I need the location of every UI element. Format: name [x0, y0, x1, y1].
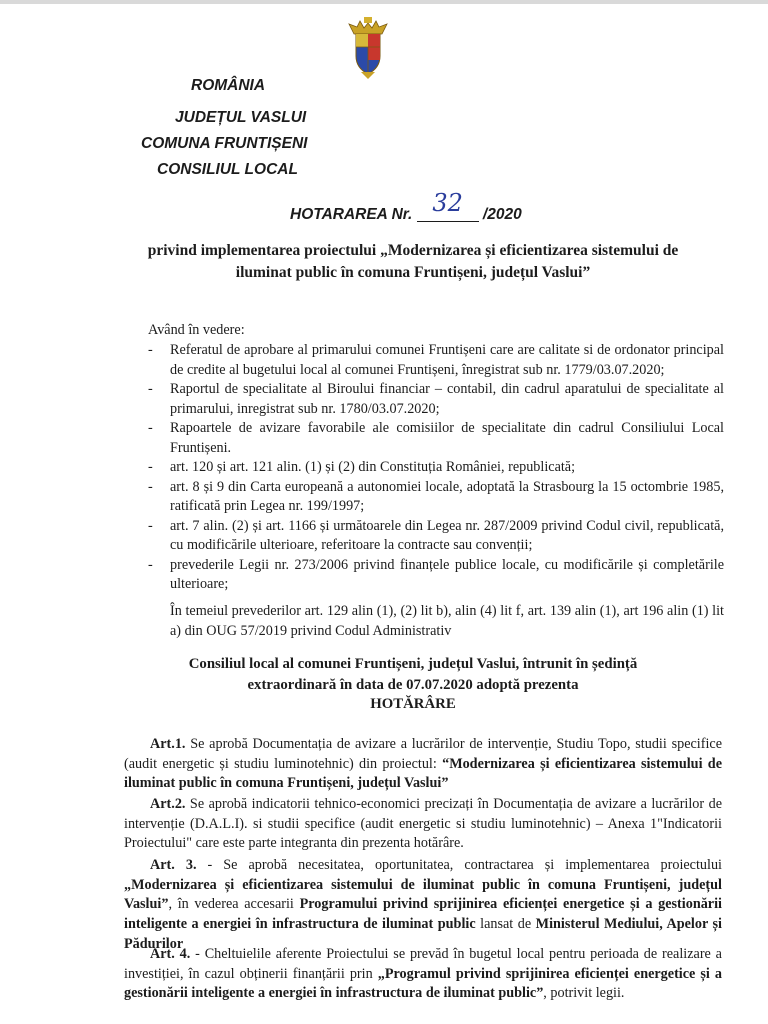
council-statement — [122, 654, 704, 695]
article-label: Art.1. — [150, 736, 186, 752]
header-council: CONSILIUL LOCAL — [157, 161, 298, 178]
header-commune: COMUNA FRUNTIȘENI — [141, 135, 308, 152]
decision-number-blank — [417, 189, 479, 222]
list-item: - art. 120 și art. 121 alin. (1) și (2) din Constituția României, republicată; — [148, 459, 576, 475]
list-item: - art. 8 și 9 din Carta europeană a autonomiei locale, adoptată la Strasbourg la 15 octombrie 1985, ratificată prin Legea nr. 199/1997; — [148, 478, 724, 514]
header-county: JUDEȚUL VASLUI — [175, 109, 307, 126]
council-line-1: Consiliul local al comunei Fruntișeni, județul Vaslui, întrunit în ședință — [188, 656, 638, 672]
list-item: - Raportul de specialitate al Biroului financiar – contabil, din cadrul aparatului de specialitate al primarului, inregistrat sub nr. 1780/03.07.2020; — [148, 381, 724, 417]
list-item: - Rapoartele de avizare favorabile ale comisiilor de specialitate din cadrul Consiliului Local Fruntișeni. — [148, 420, 724, 456]
decision-heading: HOTĂRÂRE — [370, 696, 456, 712]
article-4: Art. 4. - Cheltuielile aferente Proiectului se prevăd în bugetul local pentru perioada de realizare a investiției, în cazul obținerii finanțării prin „Programul privind sprijinirea eficienței energetice și a gestionării inteligente a energiei în infrastructura de iluminat public”, potrivit legii. — [124, 946, 722, 1002]
subject-line-1: privind implementarea proiectului „Modernizarea și eficientizarea sistemului de — [147, 242, 679, 259]
decision-year: /2020 — [482, 206, 522, 223]
decision-number-handwritten: 32 — [432, 189, 463, 217]
decision-title — [290, 189, 522, 224]
scan-top-edge — [0, 0, 768, 4]
header-country: ROMÂNIA — [191, 77, 266, 94]
article-label: Art. 4. — [150, 946, 191, 962]
list-item: - Referatul de aprobare al primarului comunei Fruntișeni care are calitate si de ordonator principal de credite al bugetului local al comunei Fruntișeni, înregistrat sub nr. 1779/03.07.2020; — [148, 342, 724, 378]
council-line-2: extraordinară în data de 07.07.2020 adoptă prezenta — [247, 676, 579, 693]
list-item: - prevederile Legii nr. 273/2006 privind finanțele publice locale, cu modificările și completările ulterioare; — [148, 556, 724, 592]
article-3: Art. 3. - Se aprobă necesitatea, oportunitatea, contractarea și implementarea proiectului „Modernizarea și eficientizarea sistemului de iluminat public în comuna Fruntișeni, județul Vaslui”, în vederea accesarii Programului privind sprijinirea eficienței energetice și a gestionării inteligente a energiei în infrastructura de iluminat public lansat de Ministerul Mediului, Apelor și Pădurilor — [124, 857, 722, 952]
considerations-list — [148, 341, 724, 595]
subject-line-2: iluminat public în comuna Fruntișeni, județul Vaslui” — [235, 264, 591, 281]
article-1: Art.1. Se aprobă Documentația de avizare a lucrărilor de intervenție, Studiu Topo, studii specifice (audit energetic și studiu luminotehnic) din proiectul: “Modernizarea și eficientizarea sistemului de iluminat public în comuna Fruntișeni, județul Vaslui” — [124, 736, 722, 792]
decision-subject — [122, 240, 704, 284]
considerations-intro: Având în vedere: — [148, 322, 245, 338]
article-label: Art.2. — [150, 796, 186, 812]
article-label: Art. 3. — [150, 857, 197, 873]
legal-basis: În temeiul prevederilor art. 129 alin (1), (2) lit b), alin (4) lit f, art. 139 alin (1), art 196 alin (1) lit a) din OUG 57/2019 privind Codul Administrativ — [170, 603, 724, 639]
coat-of-arms-icon — [345, 16, 391, 80]
list-item: - art. 7 alin. (2) și art. 1166 și următoarele din Legea nr. 287/2009 privind Codul civil, republicată, cu modificările ulterioare, referitoare la contracte sau convenții; — [148, 517, 724, 553]
decision-title-prefix: HOTARAREA Nr. — [290, 206, 413, 223]
article-2: Art.2. Se aprobă indicatorii tehnico-economici precizați în Documentația de avizare a lucrărilor de intervenție (D.A.L.I). si studii specifice (audit energetic si studiu luminotehnic) – Anexa 1"Indicatorii Proiectului" care este parte integranta din prezenta hotărâre. — [124, 796, 722, 852]
